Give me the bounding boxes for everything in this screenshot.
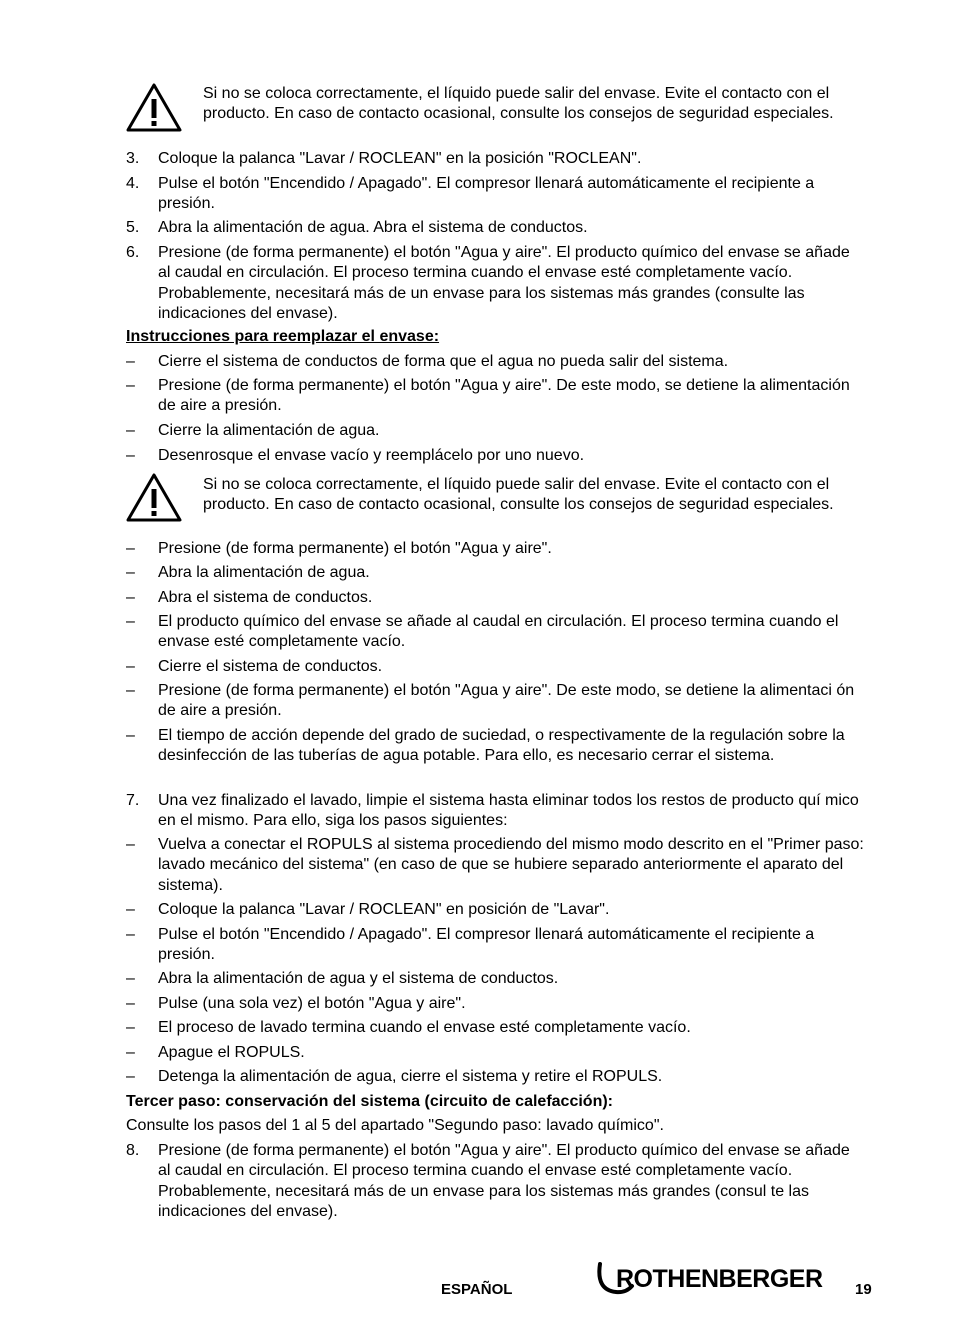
list-marker: –	[126, 564, 135, 581]
warning-triangle-icon	[126, 473, 182, 523]
list-item	[126, 446, 866, 466]
list-item	[126, 174, 866, 215]
list-marker: –	[126, 836, 135, 853]
list-item	[126, 925, 866, 966]
list-text: Vuelva a conectar el ROPULS al sistema procediendo del mismo modo descrito en el "Primer paso: lavado mecánico del sistema" (en caso de que se hubiere separado anteriormente el aparato del sistema).	[158, 836, 864, 894]
list-marker: –	[126, 682, 135, 699]
list-marker: 7.	[126, 792, 140, 809]
list-text: Abra el sistema de conductos.	[158, 589, 373, 606]
list-item	[126, 1018, 866, 1038]
rothenberger-logo	[594, 1260, 834, 1300]
list-text: Detenga la alimentación de agua, cierre el sistema y retire el ROPULS.	[158, 1068, 663, 1085]
page-number: 19	[855, 1281, 872, 1298]
list-item	[126, 1141, 866, 1222]
list-item	[126, 563, 866, 583]
list-marker: –	[126, 540, 135, 557]
warning-text: Si no se coloca correctamente, el líquido puede salir del envase. Evite el contacto con el producto. En caso de contacto ocasional, consulte los consejos de seguridad especiales.	[203, 85, 834, 123]
section-heading: Instrucciones para reemplazar el envase:	[126, 328, 440, 345]
list-item	[126, 726, 866, 767]
list-marker: –	[126, 1044, 135, 1061]
list-marker: –	[126, 727, 135, 744]
list-item	[126, 539, 866, 559]
list-text: Pulse el botón "Encendido / Apagado". El compresor llenará automáticamente el recipiente a presión.	[158, 926, 815, 964]
footer-language: ESPAÑOL	[441, 1281, 513, 1298]
list-text: Presione (de forma permanente) el botón "Agua y aire".	[158, 540, 552, 557]
list-marker: 5.	[126, 219, 140, 236]
list-marker: –	[126, 589, 135, 606]
list-item	[126, 969, 866, 989]
list-marker: –	[126, 970, 135, 987]
list-marker: 4.	[126, 175, 140, 192]
list-text: Abra la alimentación de agua. Abra el sistema de conductos.	[158, 219, 588, 236]
list-item	[126, 421, 866, 441]
list-text: Coloque la palanca "Lavar / ROCLEAN" en la posición "ROCLEAN".	[158, 150, 642, 167]
list-item	[126, 588, 866, 608]
list-text: Presione (de forma permanente) el botón "Agua y aire". El producto químico del envase se añade al caudal en circulación. El proceso termina cuando el envase esté completamente vacío. Probablemente, necesitará más de un envase para los sistemas más grandes (consulte las indicaciones del envase).	[158, 244, 850, 322]
list-text: Cierre el sistema de conductos de forma que el agua no pueda salir del sistema.	[158, 353, 729, 370]
section-heading: Tercer paso: conservación del sistema (circuito de calefacción):	[126, 1093, 613, 1110]
list-text: Presione (de forma permanente) el botón "Agua y aire". De este modo, se detiene la alimentación de aire a presión.	[158, 377, 850, 415]
list-marker: –	[126, 926, 135, 943]
list-marker: –	[126, 353, 135, 370]
list-text: Presione (de forma permanente) el botón "Agua y aire". De este modo, se detiene la alimentaci ón de aire a presión.	[158, 682, 855, 720]
list-item	[126, 681, 866, 722]
list-marker: –	[126, 1019, 135, 1036]
list-marker: –	[126, 901, 135, 918]
warning-text: Si no se coloca correctamente, el líquido puede salir del envase. Evite el contacto con el producto. En caso de contacto ocasional, consulte los consejos de seguridad especiales.	[203, 476, 834, 514]
list-item	[126, 243, 866, 324]
list-text: Coloque la palanca "Lavar / ROCLEAN" en posición de "Lavar".	[158, 901, 610, 918]
brand-wordmark: ROTHENBERGER	[616, 1265, 823, 1293]
list-marker: –	[126, 447, 135, 464]
list-text: Presione (de forma permanente) el botón "Agua y aire". El producto químico del envase se añade al caudal en circulación. El proceso termina cuando el envase esté completamente vacío. Probablemente, necesitará más de un envase para los sistemas más grandes (consul te las indicaciones del envase).	[158, 1142, 850, 1220]
list-item	[126, 352, 866, 372]
list-text: Una vez finalizado el lavado, limpie el sistema hasta eliminar todos los restos de producto quí mico en el mismo. Para ello, siga los pasos siguientes:	[158, 792, 859, 830]
list-item	[126, 994, 866, 1014]
list-text: Abra la alimentación de agua.	[158, 564, 370, 581]
list-item	[126, 791, 866, 832]
list-marker: –	[126, 658, 135, 675]
list-marker: –	[126, 422, 135, 439]
list-text: Desenrosque el envase vacío y reemplácelo por uno nuevo.	[158, 447, 585, 464]
list-item	[126, 657, 866, 677]
list-item	[126, 835, 866, 896]
list-marker: –	[126, 1068, 135, 1085]
list-marker: 6.	[126, 244, 140, 261]
list-item	[126, 149, 866, 169]
list-text: Pulse (una sola vez) el botón "Agua y aire".	[158, 995, 466, 1012]
list-marker: 8.	[126, 1142, 140, 1159]
list-item	[126, 1067, 866, 1087]
list-item	[126, 612, 866, 653]
list-marker: 3.	[126, 150, 140, 167]
list-text: Cierre la alimentación de agua.	[158, 422, 380, 439]
intro-paragraph: Consulte los pasos del 1 al 5 del apartado "Segundo paso: lavado químico".	[126, 1117, 664, 1134]
warning-triangle-icon	[126, 83, 182, 133]
list-text: El producto químico del envase se añade al caudal en circulación. El proceso termina cuando el envase esté completamente vacío.	[158, 613, 839, 651]
list-marker: –	[126, 613, 135, 630]
list-item	[126, 1043, 866, 1063]
list-item	[126, 900, 866, 920]
list-text: Pulse el botón "Encendido / Apagado". El compresor llenará automáticamente el recipiente a presión.	[158, 175, 815, 213]
list-text: Cierre el sistema de conductos.	[158, 658, 383, 675]
list-text: El tiempo de acción depende del grado de suciedad, o respectivamente de la regulación sobre la desinfección de las tuberías de agua potable. Para ello, es necesario cerrar el sistema.	[158, 727, 845, 765]
list-item	[126, 218, 866, 238]
list-marker: –	[126, 377, 135, 394]
list-marker: –	[126, 995, 135, 1012]
list-text: El proceso de lavado termina cuando el envase esté completamente vacío.	[158, 1019, 691, 1036]
list-text: Apague el ROPULS.	[158, 1044, 305, 1061]
list-text: Abra la alimentación de agua y el sistema de conductos.	[158, 970, 559, 987]
list-item	[126, 376, 866, 417]
